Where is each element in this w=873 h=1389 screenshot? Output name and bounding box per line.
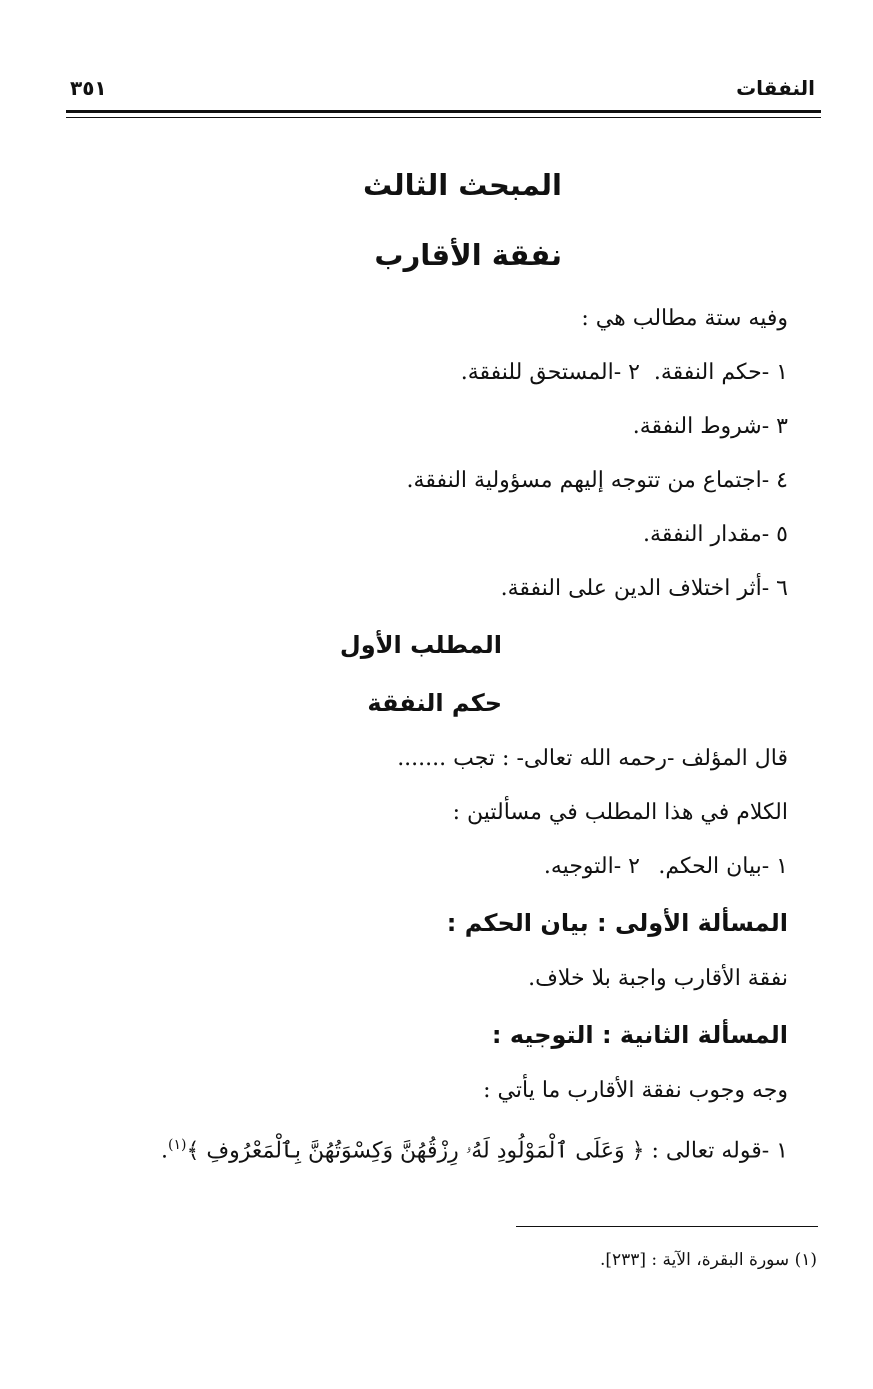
matlab-subheading: حكم النفقة xyxy=(367,689,502,717)
page-body xyxy=(60,150,788,1172)
list-item: ٢ -المستحق للنفقة. xyxy=(460,360,640,385)
question-one-heading: المسألة الأولى : بيان الحكم : xyxy=(446,909,788,937)
list-item: ١ -بيان الحكم. xyxy=(658,854,788,879)
list-item: ٢ -التوجيه. xyxy=(543,854,640,879)
evidence-line xyxy=(60,1118,788,1172)
discussion-intro: الكلام في هذا المطلب في مسألتين : xyxy=(452,800,788,825)
question-two-text: وجه وجوب نفقة الأقارب ما يأتي : xyxy=(483,1078,788,1103)
question-one-text: نفقة الأقارب واجبة بلا خلاف. xyxy=(528,966,788,991)
footnote-marker[interactable]: (١) xyxy=(168,1137,187,1153)
section-heading: المبحث الثالث xyxy=(363,168,562,202)
question-two-heading: المسألة الثانية : التوجيه : xyxy=(491,1021,788,1049)
list-item: ١ -حكم النفقة. xyxy=(653,360,788,385)
quran-verse: ١ -قوله تعالى : ﴿ وَعَلَى ٱلْمَوْلُودِ لَهُۥ رِزْقُهُنَّ وَكِسْوَتُهُنَّ بِٱلْمَعْرُوفِ ﴾ xyxy=(186,1138,788,1164)
list-item: ٣ -شروط النفقة. xyxy=(632,414,788,439)
page-number: ٣٥١ xyxy=(70,76,107,100)
footnote-text: (١) سورة البقرة، الآية : [٢٣٣]. xyxy=(599,1250,817,1270)
header-rule-thin xyxy=(66,117,821,118)
matlab-heading: المطلب الأول xyxy=(339,631,502,659)
author-quote: قال المؤلف -رحمه الله تعالى- : تجب ....... xyxy=(397,746,788,771)
footnote-separator xyxy=(516,1226,818,1227)
section-subheading: نفقة الأقارب xyxy=(374,238,562,272)
list-item: ٥ -مقدار النفقة. xyxy=(643,522,788,547)
list-item: ٤ -اجتماع من تتوجه إليهم مسؤولية النفقة. xyxy=(406,468,788,493)
running-header-title: النفقات xyxy=(736,76,815,100)
header-rule-thick xyxy=(66,110,821,113)
list-item: ٦ -أثر اختلاف الدين على النفقة. xyxy=(500,576,788,601)
list-row xyxy=(60,346,788,400)
intro-text: وفيه ستة مطالب هي : xyxy=(581,306,788,331)
sentence-end: . xyxy=(161,1138,168,1164)
issues-row xyxy=(60,840,788,894)
